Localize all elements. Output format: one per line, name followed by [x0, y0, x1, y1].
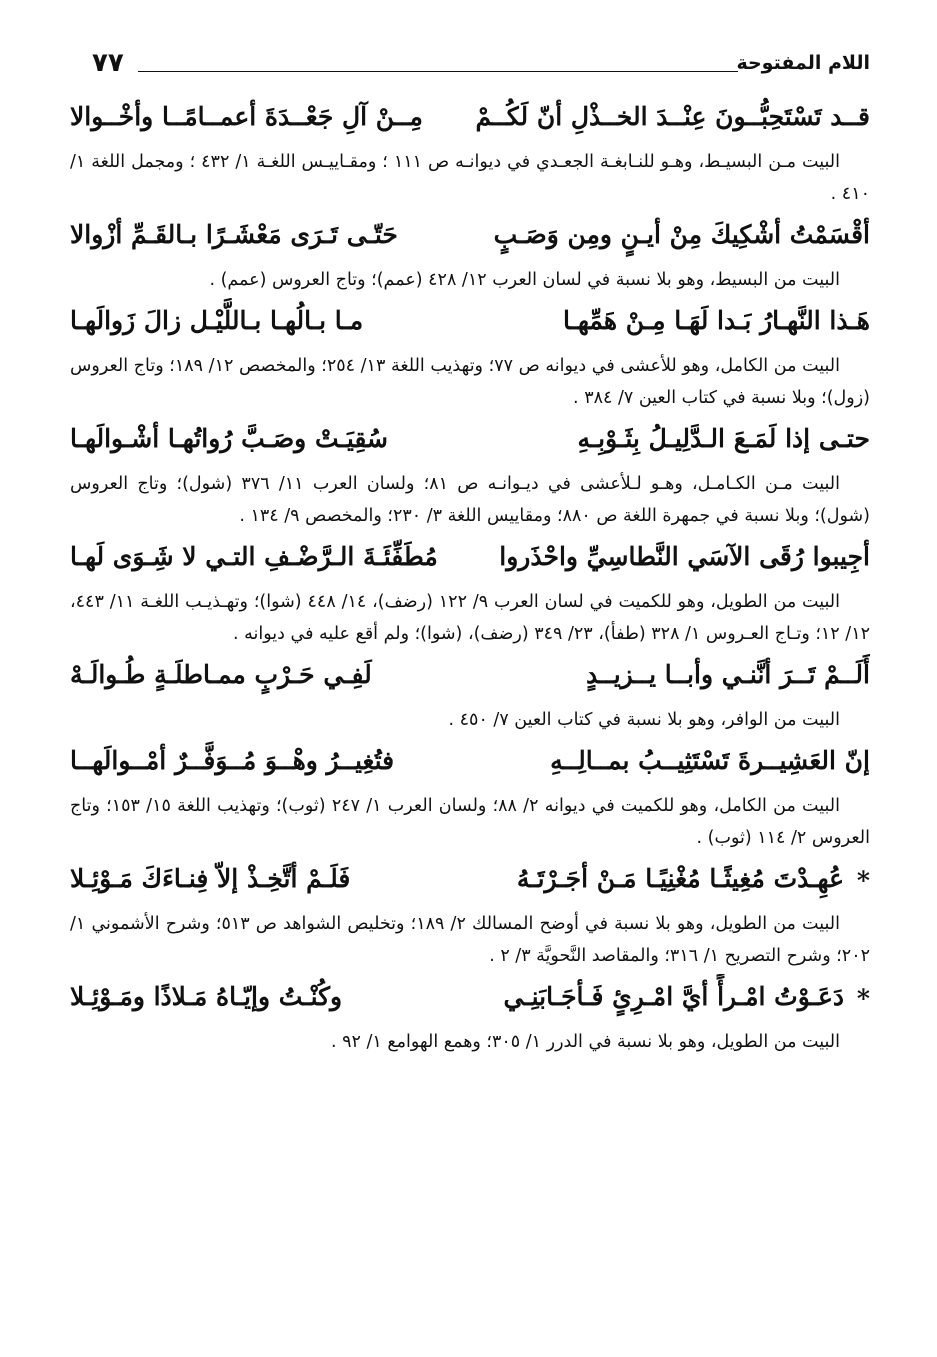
verse-entry [70, 212, 870, 296]
verse-line [70, 534, 870, 586]
second-hemistich: فَلَـمْ أتَّخِـذْ إلاّ فِنـاءَكَ مَـوْئِـلا [70, 864, 351, 893]
source-note: البيت من الوافر، وهو بلا نسبة في كتاب العين ٧/ ٤٥٠ . [448, 710, 840, 730]
first-hemistich: قــد تَسْتَحِبُّــونَ عِنْــدَ الخــذْلِ أنّ لَكُــمْ [475, 102, 870, 131]
star-marker: * [856, 866, 870, 895]
second-hemistich: فتُغِيــرُ وهْــوَ مُــوَفَّــرٌ أمْــوالَهــا [70, 746, 395, 775]
source-note: البيت من البسيط، وهو بلا نسبة في لسان العرب ١٢/ ٤٢٨ (عمم)؛ وتاج العروس (عمم) . [209, 270, 840, 290]
second-hemistich: مِــنْ آلِ جَعْــدَةَ أعمــامًــا وأخْــوالا [70, 102, 423, 131]
first-hemistich: دَعَـوْتُ امْـرأً أيَّ امْـرِئٍ فَـأجَـابَنِـي [503, 982, 844, 1011]
source-note: البيت من الطويل، وهو للكميت في لسان العرب ٩/ ١٢٢ (رضف)، ١٤/ ٤٤٨ (شوا)؛ وتهـذيـب اللغـة ١١/ ٤٤٣، ١٢/ ١٢؛ وتـاج العـروس ١/ ٣٢٨ (طفأ)، ٢٣/ ٣٤٩ (رضف)، (شوا)؛ ولم أقع عليه في ديوانه . [70, 592, 870, 644]
verse-entry [70, 298, 870, 414]
source-note: البيت من الطويل، وهو بلا نسبة في الدرر ١/ ٣٠٥؛ وهمع الهوامع ١/ ٩٢ . [330, 1032, 840, 1052]
first-hemistich: هَـذا النَّهـارُ بَـدا لَهَـا مِـنْ هَمِّهـا [562, 306, 870, 335]
verse-line [70, 856, 870, 908]
verse-line [70, 212, 870, 264]
running-title: اللام المفتوحة [736, 52, 870, 74]
verse-entry [70, 856, 870, 972]
second-hemistich: حَتّـى تَـرَى مَعْشَـرًا بـالقَـمِّ أزْوالا [70, 220, 398, 249]
star-marker: * [856, 984, 870, 1013]
first-hemistich: حتـى إذا لَمَـعَ الـدَّلِيـلُ بِثَـوْبِـهِ [577, 424, 870, 453]
source-note: البيت من الطويل، وهو بلا نسبة في أوضح المسالك ٢/ ١٨٩؛ وتخليص الشواهد ص ٥١٣؛ وشرح الأشموني ١/ ٢٠٢؛ وشرح التصريح ١/ ٣١٦؛ والمقاصد النَّحويَّة ٣/ ٢ . [70, 914, 870, 966]
verse-entry [70, 416, 870, 532]
source-note: البيت مـن البسيـط، وهـو للنـابغـة الجعـدي في ديوانـه ص ١١١ ؛ ومقـاييـس اللغـة ١/ ٤٣٢ ؛ ومجمل اللغة ١/ ٤١٠ . [70, 152, 870, 204]
first-hemistich: أَلَــمْ تَــرَ أنَّنـي وأبــا يــزيــدٍ [585, 660, 870, 689]
first-hemistich: أجِيبوا رُقَى الآسَي النَّطاسِيِّ واحْذَروا [499, 542, 870, 571]
second-hemistich: وكُنْـتُ وإيّـاهُ مَـلاذًا ومَـوْئِـلا [70, 982, 343, 1011]
source-note: البيت من الكامل، وهو للأعشى في ديوانه ص ٧٧؛ وتهذيب اللغة ١٣/ ٢٥٤؛ والمخصص ١٢/ ١٨٩؛ وتاج العروس (زول)؛ وبلا نسبة في كتاب العين ٧/ ٣٨٤ . [70, 356, 870, 408]
header-rule [138, 71, 738, 72]
verse-line [70, 416, 870, 468]
verse-entry [70, 534, 870, 650]
verse-entry [70, 974, 870, 1058]
second-hemistich: سُقِيَـتْ وصَـبَّ رُواتُهـا أشْـوالَهـا [70, 424, 388, 453]
verse-entry [70, 94, 870, 210]
verse-entry [70, 738, 870, 854]
second-hemistich: مـا بـالُهـا بـاللَّيْـل زالَ زَوالَهـا [70, 306, 364, 335]
source-note: البيت من الكامل، وهو للكميت في ديوانه ٢/ ٨٨؛ ولسان العرب ١/ ٢٤٧ (ثوب)؛ وتهذيب اللغة ١٥/ ١٥٣؛ وتاج العروس ٢/ ١١٤ (ثوب) . [70, 796, 870, 848]
first-hemistich: إنّ العَشِيــرةَ تَسْتَثِيــبُ بمــالِــهِ [550, 746, 870, 775]
verse-line [70, 94, 870, 146]
second-hemistich: لَفِـي حَـرْبٍ ممـاطلَـةٍ طُـوالَـهْ [70, 660, 372, 689]
source-note: البيت مـن الكـامـل، وهـو لـلأعشى في ديـوانـه ص ٨١؛ ولسان العرب ١١/ ٣٧٦ (شول)؛ وتاج العروس (شول)؛ وبلا نسبة في جمهرة اللغة ص ٨٨٠؛ ومقاييس اللغة ٣/ ٢٣٠؛ والمخصص ٩/ ١٣٤ . [70, 474, 870, 526]
second-hemistich: مُطَفِّئَـةَ الـرَّضْـفِ التـي لا شَِـوَى لَهـا [70, 542, 438, 571]
verse-list [70, 94, 870, 1294]
verse-line [70, 652, 870, 704]
page-header [70, 46, 870, 86]
verse-line [70, 974, 870, 1026]
first-hemistich: عُهِـدْتَ مُغِيثًـا مُغْنِيًـا مَـنْ أجَـرْتَـهُ [516, 864, 844, 893]
verse-entry [70, 652, 870, 736]
verse-line [70, 738, 870, 790]
verse-line [70, 298, 870, 350]
page-number: ٧٧ [92, 48, 124, 78]
first-hemistich: أقْسَمْتُ أشْكِيكَ مِنْ أيـنٍ ومِن وَصَـبٍ [493, 220, 870, 249]
